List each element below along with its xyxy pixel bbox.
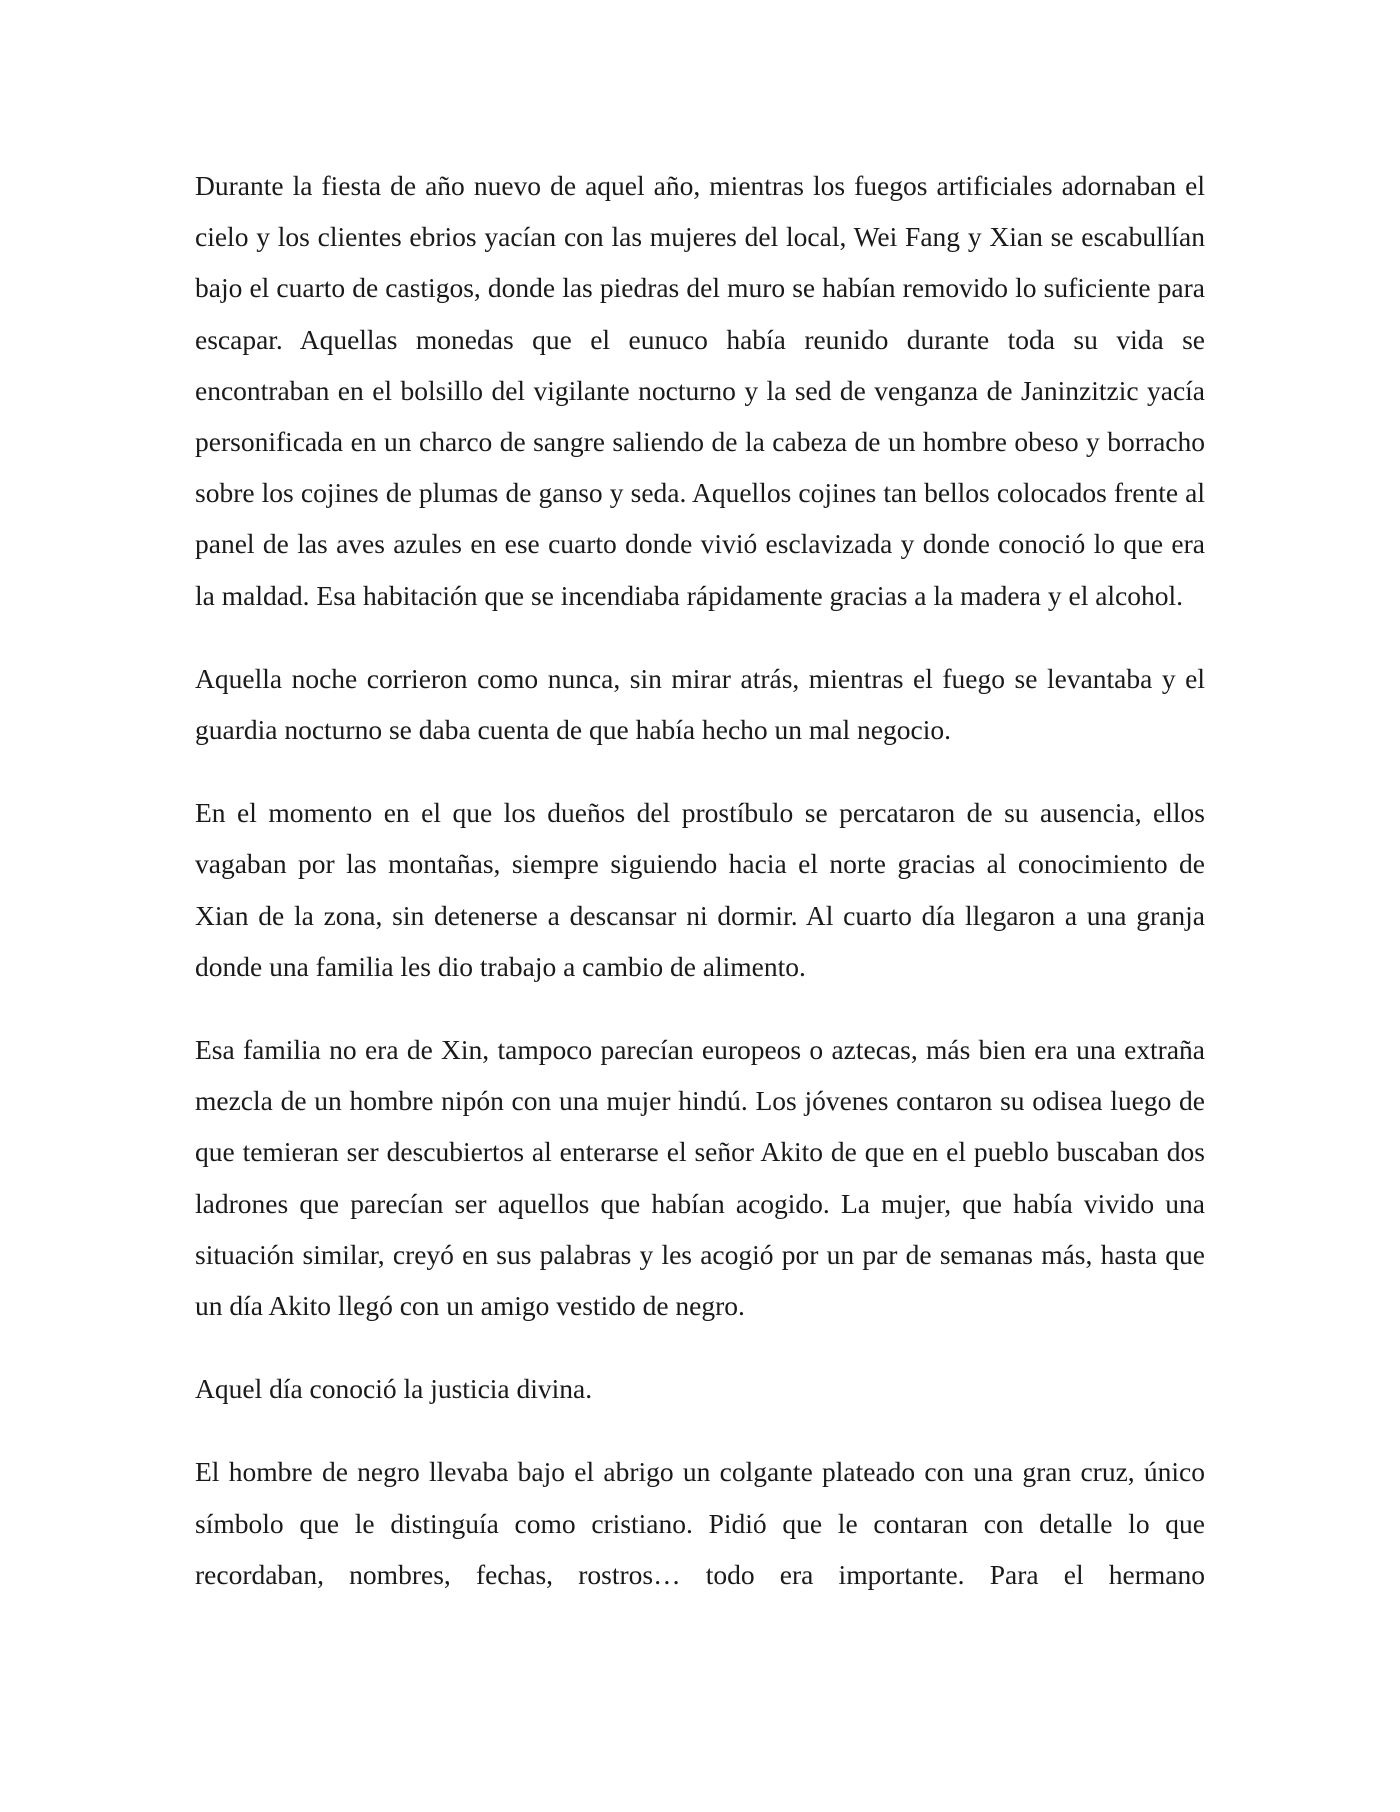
paragraph-4: Esa familia no era de Xin, tampoco parecían europeos o aztecas, más bien era una extraña mezcla de un hombre nipón con una mujer hindú. Los jóvenes contaron su odisea luego de que temieran ser descubiertos al enterarse el señor Akito de que en el pueblo buscaban dos ladrones que parecían ser aquellos que habían acogido. La mujer, que había vivido una situación similar, creyó en sus palabras y les acogió por un par de semanas más, hasta que un día Akito llegó con un amigo vestido de negro. [195, 1034, 1205, 1322]
paragraph-5: Aquel día conoció la justicia divina. [195, 1373, 593, 1405]
document-page [195, 160, 1205, 1600]
paragraph-2: Aquella noche corrieron como nunca, sin mirar atrás, mientras el fuego se levantaba y el guardia nocturno se daba cuenta de que había hecho un mal negocio. [195, 662, 1205, 746]
paragraph-1: Durante la fiesta de año nuevo de aquel año, mientras los fuegos artificiales adornaban el cielo y los clientes ebrios yacían con las mujeres del local, Wei Fang y Xian se escabullían bajo el cuarto de castigos, donde las piedras del muro se habían removido lo suficiente para escapar. Aquellas monedas que el eunuco había reunido durante toda su vida se encontraban en el bolsillo del vigilante nocturno y la sed de venganza de Janinzitzic yacía personificada en un charco de sangre saliendo de la cabeza de un hombre obeso y borracho sobre los cojines de plumas de ganso y seda. Aquellos cojines tan bellos colocados frente al panel de las aves azules en ese cuarto donde vivió esclavizada y donde conoció lo que era la maldad. Esa habitación que se incendiaba rápidamente gracias a la madera y el alcohol. [195, 170, 1205, 611]
paragraph-3: En el momento en el que los dueños del prostíbulo se percataron de su ausencia, ellos vagaban por las montañas, siempre siguiendo hacia el norte gracias al conocimiento de Xian de la zona, sin detenerse a descansar ni dormir. Al cuarto día llegaron a una granja donde una familia les dio trabajo a cambio de alimento. [195, 797, 1205, 982]
paragraph-6: El hombre de negro llevaba bajo el abrigo un colgante plateado con una gran cruz, único símbolo que le distinguía como cristiano. Pidió que le contaran con detalle lo que recordaban, nombres, fechas, rostros… todo era importante. Para el hermano [195, 1456, 1205, 1590]
